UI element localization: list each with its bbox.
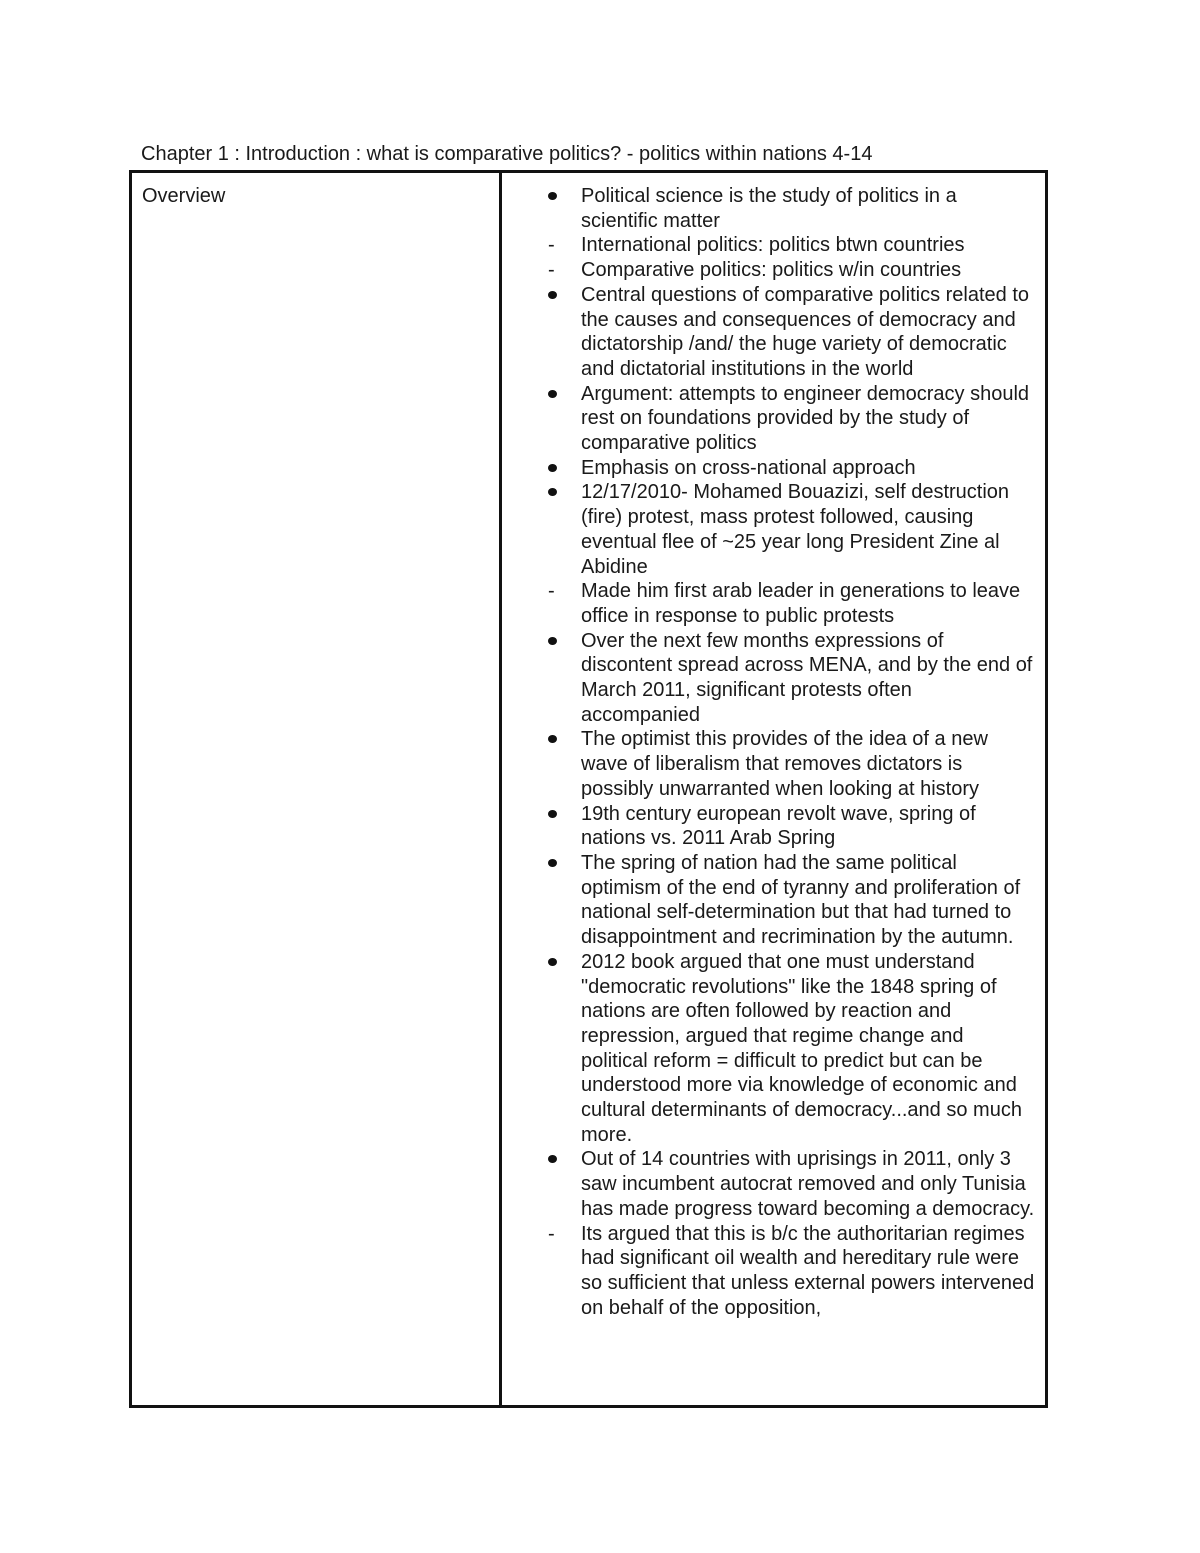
note-text: Argument: attempts to engineer democracy should rest on foundations provided by the study of comparative politics [581,382,1030,455]
bullet-icon [546,456,562,481]
list-item [502,1147,1045,1221]
list-item [502,727,1045,801]
bullet-icon [546,382,562,407]
list-item [502,456,1045,481]
list-item [502,851,1045,950]
note-text: The optimist this provides of the idea of a new wave of liberalism that removes dictators is possibly unwarranted when looking at history [581,728,988,800]
dash-marker-icon [546,258,562,283]
notes-cell [502,173,1045,1405]
list-item [502,1222,1045,1321]
bullet-icon [546,851,562,876]
list-item [502,629,1045,728]
list-item [502,480,1045,579]
list-item [502,258,1045,283]
list-item [502,579,1045,628]
bullet-icon [546,283,562,308]
note-text: Comparative politics: politics w/in countries [581,259,962,282]
note-list [502,184,1045,1320]
note-text: 12/17/2010- Mohamed Bouazizi, self destruction (fire) protest, mass protest followed, causing eventual flee of ~25 year long President Zine al Abidine [581,481,1010,578]
list-item [502,382,1045,456]
bullet-icon [546,184,562,209]
list-item [502,233,1045,258]
note-text: Out of 14 countries with uprisings in 2011, only 3 saw incumbent autocrat removed and only Tunisia has made progress toward becoming a democracy. [581,1148,1035,1220]
note-text: 2012 book argued that one must understand "democratic revolutions" like the 1848 spring of nations are often followed by reaction and repression, argued that regime change and political reform = difficult to predict but can be understood more via knowledge of economic and cultural determinants of democracy...and so much more. [581,950,1022,1146]
list-item [502,283,1045,382]
topic-label: Overview [142,185,226,207]
note-text: Its argued that this is b/c the authoritarian regimes had significant oil wealth and hereditary rule were so sufficient that unless external powers intervened on behalf of the opposition, [581,1222,1035,1319]
bullet-icon [546,802,562,827]
list-item [502,802,1045,851]
bullet-icon [546,727,562,752]
note-text: International politics: politics btwn countries [581,234,965,257]
notes-table [129,170,1048,1408]
note-text: Emphasis on cross-national approach [581,456,916,479]
list-item [502,184,1045,233]
dash-marker-icon [546,579,562,604]
bullet-icon [546,629,562,654]
dash-marker-icon [546,1222,562,1247]
bullet-icon [546,950,562,975]
bullet-icon [546,1147,562,1172]
note-text: Central questions of comparative politics related to the causes and consequences of democracy and dictatorship /and/ the huge variety of democratic and dictatorial institutions in the world [581,283,1030,380]
note-text: 19th century european revolt wave, spring of nations vs. 2011 Arab Spring [581,802,976,850]
topic-cell [132,173,502,1405]
note-text: Over the next few months expressions of discontent spread across MENA, and by the end of March 2011, significant protests often accompanied [581,629,1033,726]
page-heading: Chapter 1 : Introduction : what is comparative politics? - politics within nations 4-14 [141,143,873,165]
bullet-icon [546,480,562,505]
note-text: Made him first arab leader in generations to leave office in response to public protests [581,580,1021,627]
dash-marker-icon [546,233,562,258]
list-item [502,950,1045,1148]
note-text: Political science is the study of politics in a scientific matter [581,185,957,232]
note-text: The spring of nation had the same political optimism of the end of tyranny and proliferation of national self-determination but that had turned to disappointment and recrimination by the autumn. [581,851,1021,949]
